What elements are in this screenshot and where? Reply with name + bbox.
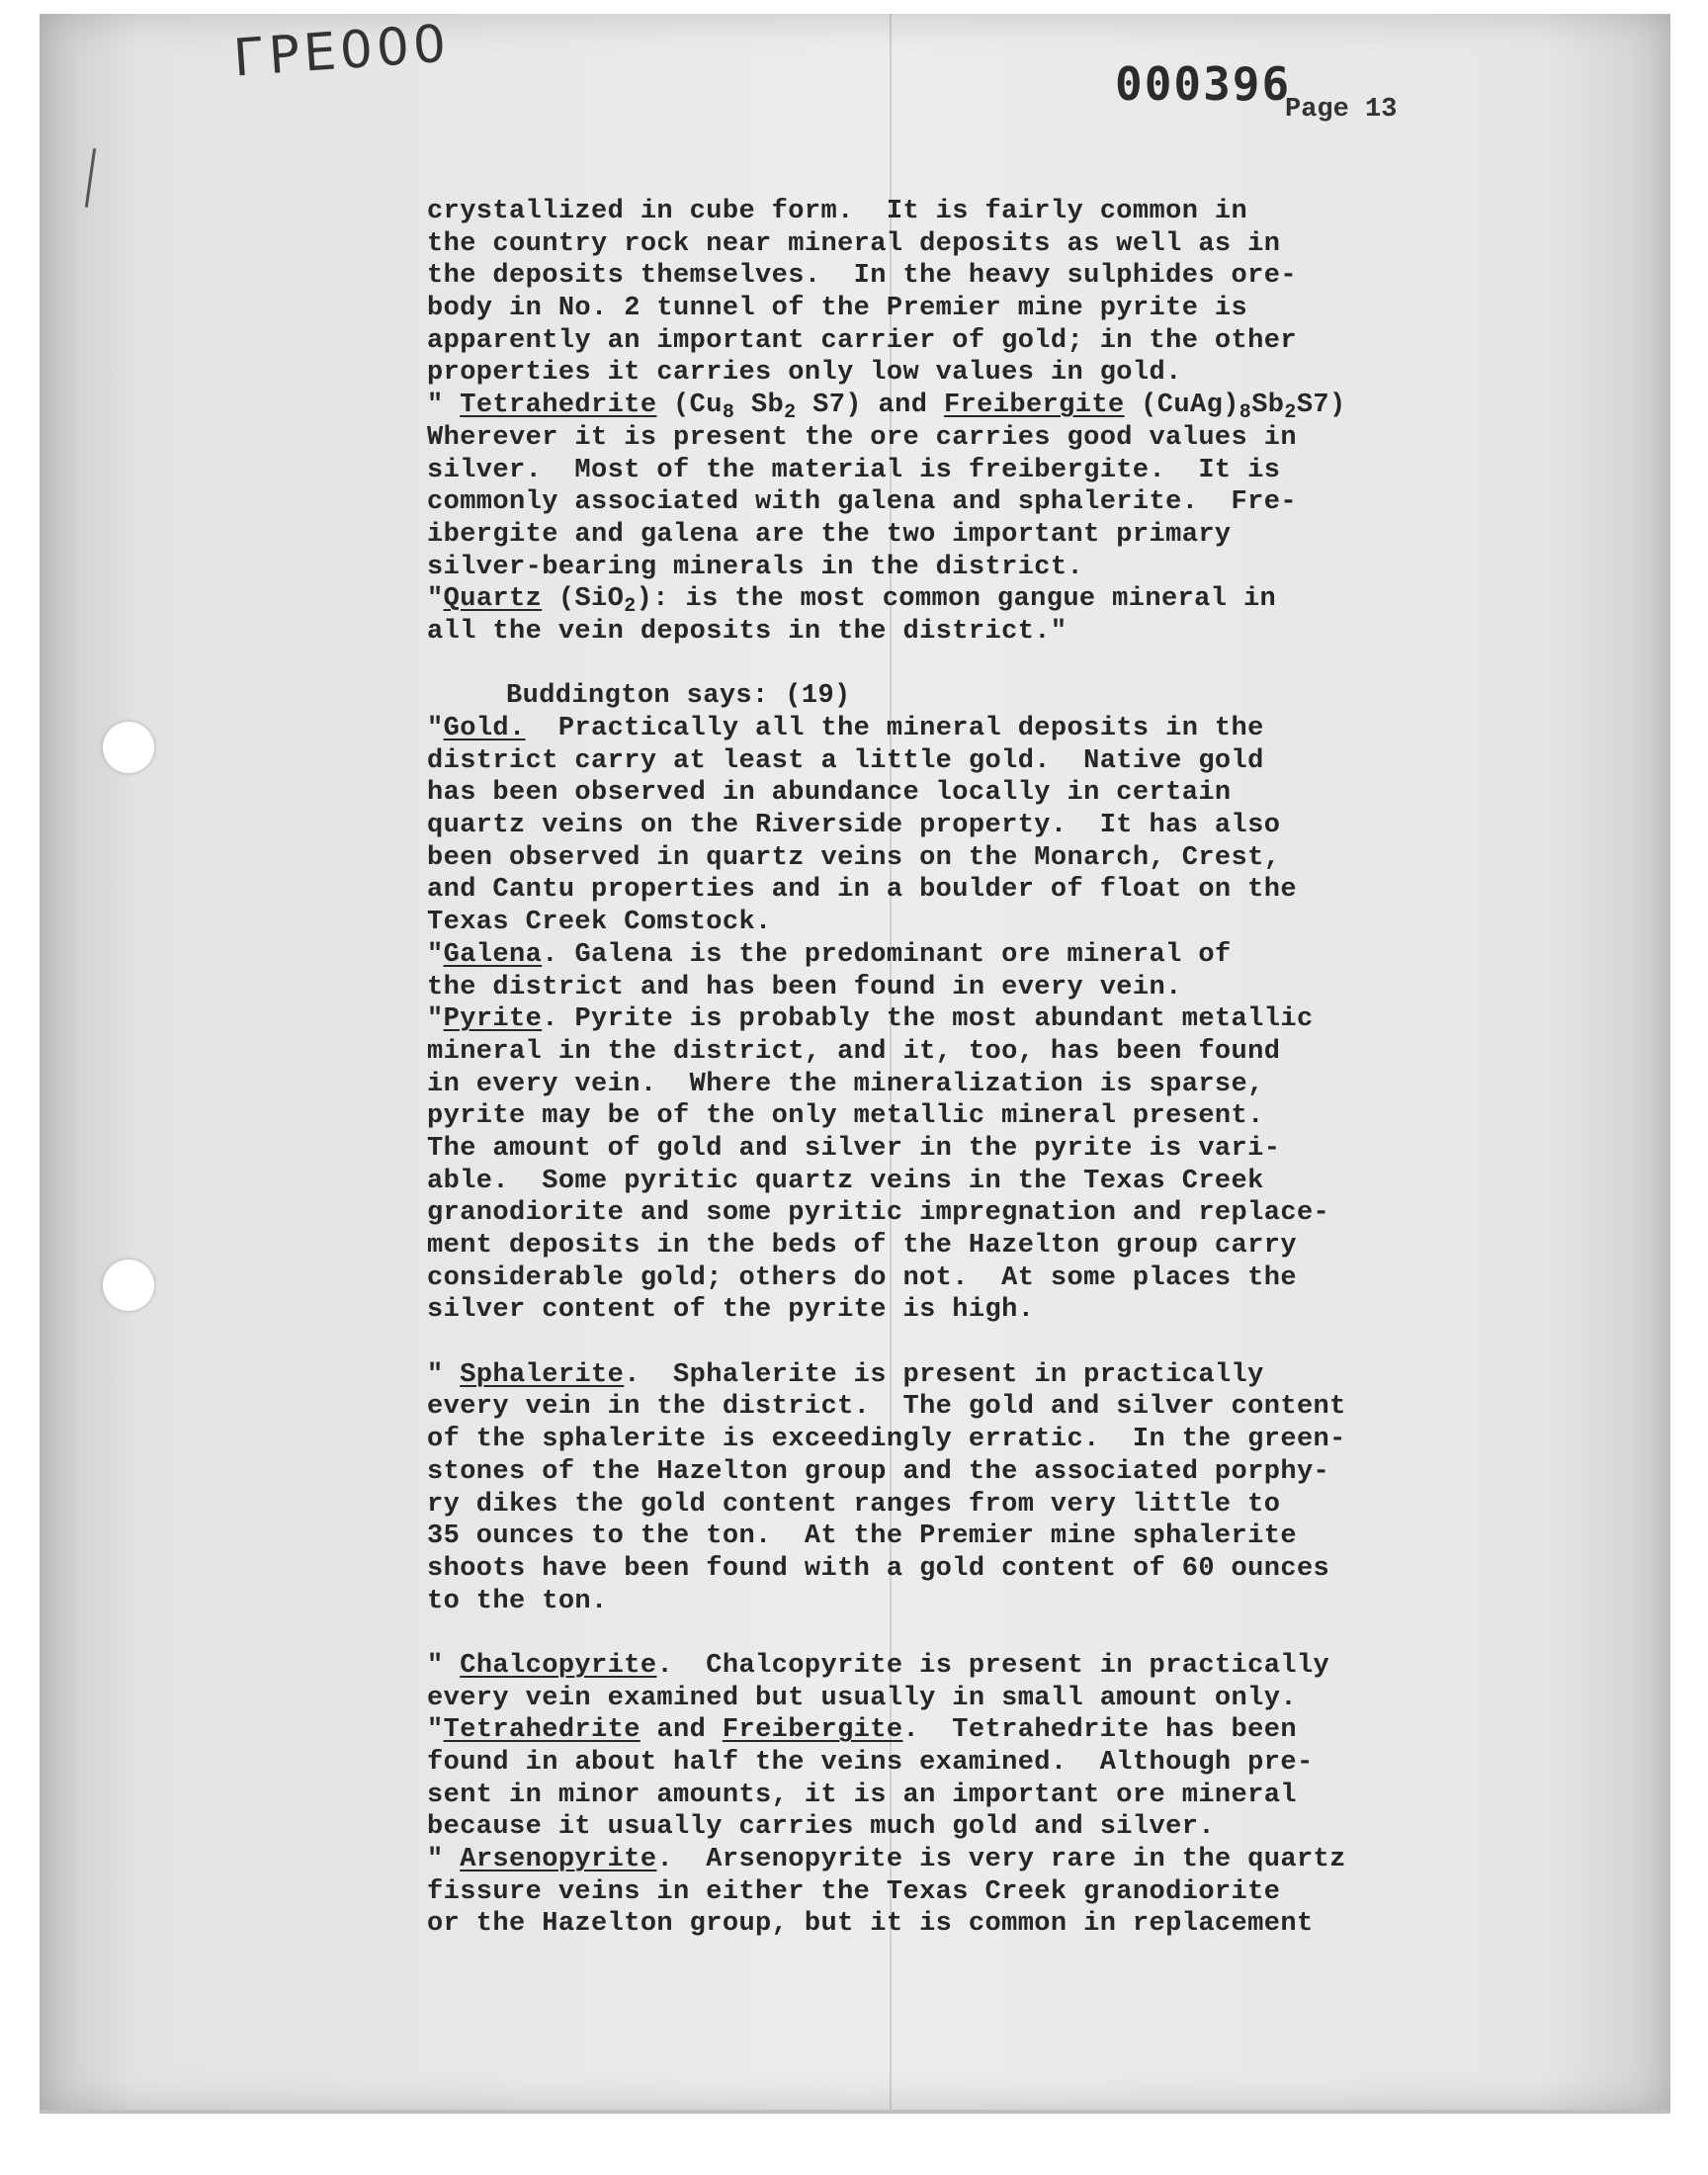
text-segment: Sb [1251,391,1285,421]
text-segment: and [640,1715,723,1746]
text-line: every vein examined but usually in small amount only. [427,1683,1297,1713]
text-segment: " [427,939,444,970]
document-stamp-number: 000396 [1115,57,1292,111]
text-line: ibergite and galena are the two important primary [427,519,1232,550]
text-line: has been observed in abundance locally in certain [427,778,1232,809]
subscript: 8 [722,401,735,425]
text-line [427,1650,1415,1683]
text-segment: . Tetrahedrite has been [902,1715,1297,1746]
page-number: Page 13 [1285,95,1398,125]
text-line: The amount of gold and silver in the pyrite is vari- [427,1133,1281,1164]
text-line: able. Some pyritic quartz veins in the Texas Creek [427,1166,1264,1196]
text-line: found in about half the veins examined. Although pre- [427,1748,1314,1778]
text-line: crystallized in cube form. It is fairly common in [427,197,1248,226]
text-segment: Sb [734,391,785,421]
document-body-text [427,196,1415,1941]
text-line: been observed in quartz veins on the Monarch, Crest, [427,842,1281,873]
text-line: stones of the Hazelton group and the associated porphy- [427,1456,1330,1487]
text-line: body in No. 2 tunnel of the Premier mine pyrite is [427,294,1248,324]
subscript: 2 [1284,401,1297,425]
text-line [427,1714,1415,1747]
text-line: Wherever it is present the ore carries good values in [427,422,1297,453]
text-line: considerable gold; others do not. At some places the [427,1262,1297,1293]
text-segment: . Sphalerite is present in practically [624,1359,1264,1390]
text-segment: . Pyrite is probably the most abundant metallic [542,1004,1314,1035]
text-segment: " [427,1359,461,1390]
underlined-term: Galena [443,939,543,970]
text-segment: . Galena is the predominant ore mineral of [542,939,1232,970]
text-line: properties it carries only low values in gold. [427,358,1182,389]
text-segment: S7) [1296,391,1346,421]
text-line: the district and has been found in every vein. [427,972,1182,1002]
text-line: every vein in the district. The gold and silver content [427,1392,1346,1423]
text-line [427,1003,1415,1036]
text-line: silver. Most of the material is freibergite. It is [427,455,1281,485]
text-line: granodiorite and some pyritic impregnation and replace- [427,1198,1330,1229]
text-line: all the vein deposits in the district." [427,616,1068,647]
text-segment: Practically all the mineral deposits in the [525,714,1264,743]
text-segment: . Chalcopyrite is present in practically [656,1650,1330,1681]
text-segment: " [427,1715,444,1746]
text-line [427,939,1415,972]
text-segment: " [427,714,444,743]
text-line: because it usually carries much gold and silver. [427,1812,1215,1843]
text-line: sent in minor amounts, it is an important ore mineral [427,1780,1297,1810]
text-line: shoots have been found with a gold content of 60 ounces [427,1553,1330,1584]
text-line: quartz veins on the Riverside property. It has also [427,811,1281,841]
punch-hole [103,1260,154,1311]
underlined-term: Freibergite [943,391,1125,421]
text-line: the country rock near mineral deposits as well as in [427,228,1281,259]
text-segment: ): is the most common gangue mineral in [636,584,1277,615]
text-segment: (Cu [656,391,723,421]
underlined-term: Freibergite [722,1715,903,1746]
text-line: to the ton. [427,1586,608,1616]
underlined-term: Tetrahedrite [443,1715,640,1746]
underlined-term: Tetrahedrite [460,391,657,421]
subscript: 2 [624,595,637,619]
text-line [427,390,1415,425]
text-line: silver-bearing minerals in the district. [427,552,1084,582]
page-bottom-edge [40,2110,1670,2114]
text-line: apparently an important carrier of gold; in the other [427,325,1297,356]
subscript: 8 [1238,401,1252,425]
text-line: or the Hazelton group, but it is common in replacement [427,1909,1314,1940]
handwritten-code: ГРЕ000 [231,14,453,89]
text-line: mineral in the district, and it, too, has been found [427,1036,1281,1067]
text-segment: " [427,391,461,421]
text-line: Buddington says: (19) [506,681,851,712]
subscript: 2 [784,401,797,425]
underlined-term: Gold. [443,714,526,743]
text-line: commonly associated with galena and sphalerite. Fre- [427,487,1297,518]
text-line [427,713,1415,745]
text-line: in every vein. Where the mineralization is sparse, [427,1069,1264,1099]
text-line: district carry at least a little gold. Native gold [427,745,1264,776]
underlined-term: Pyrite [443,1004,543,1035]
paragraph-gap [427,1327,1415,1359]
text-line: fissure veins in either the Texas Creek granodiorite [427,1876,1281,1907]
text-line: 35 ounces to the ton. At the Premier mine sphalerite [427,1522,1297,1552]
text-line [427,1844,1415,1876]
punch-hole [103,722,154,773]
text-line: ment deposits in the beds of the Hazelton group carry [427,1231,1297,1261]
underlined-term: Arsenopyrite [460,1845,657,1875]
text-segment: . Arsenopyrite is very rare in the quartz [656,1845,1346,1875]
text-line [427,1359,1415,1392]
text-line: silver content of the pyrite is high. [427,1295,1035,1326]
text-segment: (CuAg) [1124,391,1239,421]
text-segment: " [427,1004,444,1035]
text-line: Texas Creek Comstock. [427,908,772,938]
underlined-term: Sphalerite [460,1359,625,1390]
text-segment: (SiO [542,584,625,615]
text-line: ry dikes the gold content ranges from very little to [427,1489,1281,1520]
text-line: and Cantu properties and in a boulder of float on the [427,875,1297,906]
text-line [427,583,1415,619]
underlined-term: Quartz [443,584,543,615]
text-segment: S7) and [796,391,944,421]
underlined-term: Chalcopyrite [460,1650,657,1681]
text-line: pyrite may be of the only metallic mineral present. [427,1101,1264,1132]
text-line: the deposits themselves. In the heavy sulphides ore- [427,261,1297,292]
paragraph-gap [427,1617,1415,1650]
text-segment: " [427,1845,461,1875]
text-segment: " [427,584,444,615]
text-line: of the sphalerite is exceedingly erratic. In the green- [427,1425,1346,1455]
paragraph-gap [427,649,1415,681]
text-segment: " [427,1650,461,1681]
